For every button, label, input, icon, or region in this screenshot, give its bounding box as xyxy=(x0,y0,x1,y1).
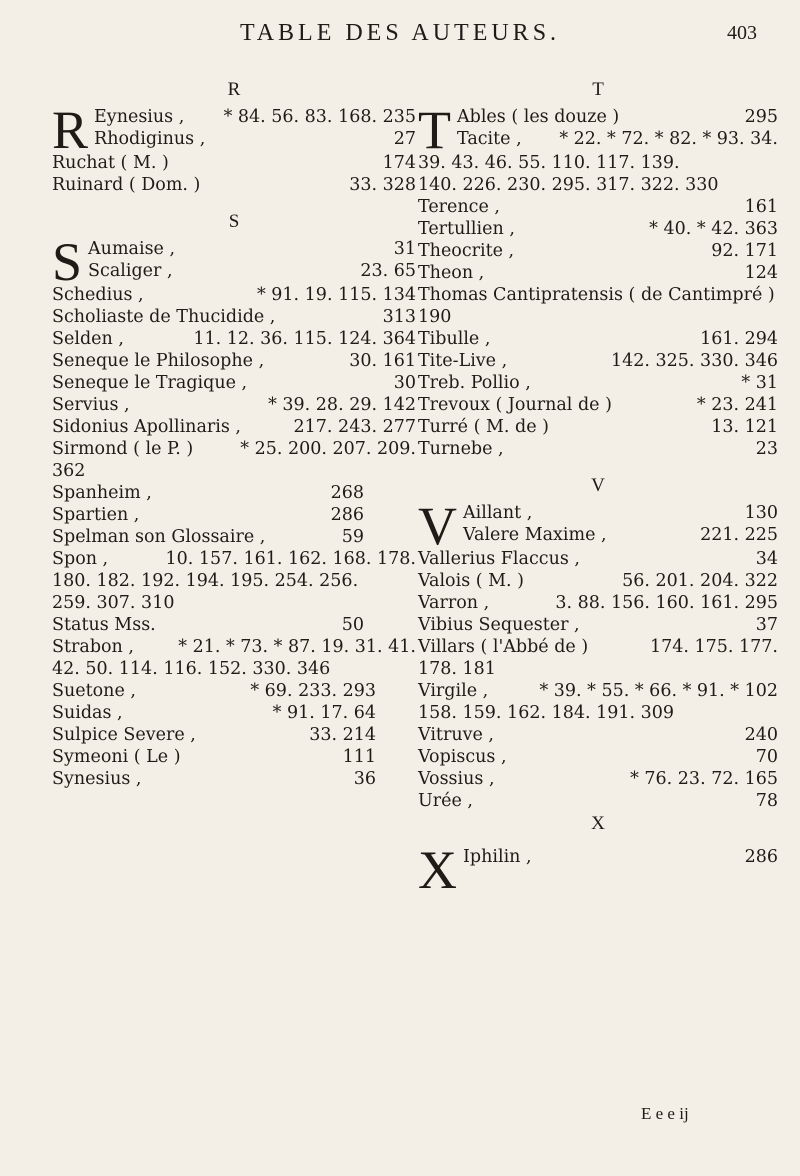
index-entry-continuation: 178. 181 xyxy=(418,659,496,679)
dropcap-v: V xyxy=(418,496,457,556)
index-entry: Symeoni ( Le ) 111 xyxy=(52,747,376,767)
index-entry: Eynesius , * 84. 56. 83. 168. 235 xyxy=(94,107,416,127)
index-entry-continuation: 140. 226. 230. 295. 317. 322. 330 xyxy=(418,175,719,195)
index-entry: Sidonius Apollinaris , 217. 243. 277 xyxy=(52,417,416,437)
index-entry: Suetone , * 69. 233. 293 xyxy=(52,681,376,701)
index-entry: Spartien , 286 xyxy=(52,505,364,525)
index-entry: Iphilin , 286 xyxy=(463,847,778,867)
right-column xyxy=(418,78,778,900)
index-entry: Tertullien , * 40. * 42. 363 xyxy=(418,219,778,239)
index-entry-continuation: 39. 43. 46. 55. 110. 117. 139. xyxy=(418,153,680,173)
index-entry: Turnebe , 23 xyxy=(418,439,778,459)
index-entry: Terence , 161 xyxy=(418,197,778,217)
index-entry: Vallerius Flaccus , 34 xyxy=(418,549,778,569)
section-r xyxy=(52,100,416,196)
index-entry: Theon , 124 xyxy=(418,263,778,283)
section-t xyxy=(418,100,778,460)
index-entry: Valere Maxime , 221. 225 xyxy=(463,525,778,545)
section-letter-s: S xyxy=(228,211,240,232)
index-entry-continuation: 158. 159. 162. 184. 191. 309 xyxy=(418,703,675,723)
index-entry: Vopiscus , 70 xyxy=(418,747,778,767)
index-entry-continuation: 259. 307. 310 xyxy=(52,593,175,613)
index-entry: Rhodiginus , 27 xyxy=(94,129,416,149)
index-entry-continuation: 362 xyxy=(52,461,86,481)
dropcap-t: T xyxy=(418,100,451,160)
index-entry: Turré ( M. de ) 13. 121 xyxy=(418,417,778,437)
index-entry: Synesius , 36 xyxy=(52,769,376,789)
section-letter-t: T xyxy=(592,79,604,100)
index-entry-continuation: 180. 182. 192. 194. 195. 254. 256. xyxy=(52,571,359,591)
index-entry: Seneque le Tragique , 30 xyxy=(52,373,416,393)
index-entry: Vibius Sequester , 37 xyxy=(418,615,778,635)
left-column xyxy=(52,78,416,790)
dropcap-x: X xyxy=(418,840,457,900)
index-entry: Urée , 78 xyxy=(418,791,778,811)
index-entry: Tacite , * 22. * 72. * 82. * 93. 34. xyxy=(457,129,778,149)
index-entry: Spelman son Glossaire , 59 xyxy=(52,527,364,547)
index-entry-continuation: 42. 50. 114. 116. 152. 330. 346 xyxy=(52,659,331,679)
index-entry: Villars ( l'Abbé de ) 174. 175. 177. xyxy=(418,637,778,657)
dropcap-r: R xyxy=(52,100,89,160)
index-entry: Ruchat ( M. ) 174 xyxy=(52,153,416,173)
index-entry: Spon , 10. 157. 161. 162. 168. 178. xyxy=(52,549,416,569)
index-entry: Spanheim , 268 xyxy=(52,483,364,503)
index-entry: Varron , 3. 88. 156. 160. 161. 295 xyxy=(418,593,778,613)
section-letter-r: R xyxy=(227,79,241,100)
index-entry: Status Mss. 50 xyxy=(52,615,364,635)
index-entry-continuation: 190 xyxy=(418,307,452,327)
running-title: TABLE DES AUTEURS. xyxy=(239,20,561,46)
index-entry: Vossius , * 76. 23. 72. 165 xyxy=(418,769,778,789)
index-entry: Sulpice Severe , 33. 214 xyxy=(52,725,376,745)
section-letter-v: V xyxy=(591,475,605,496)
page-number: 403 xyxy=(727,22,757,44)
index-entry: Treb. Pollio , * 31 xyxy=(418,373,778,393)
index-entry: Ables ( les douze ) 295 xyxy=(457,107,778,127)
index-entry: Scholiaste de Thucidide , 313 xyxy=(52,307,416,327)
index-entry: Schedius , * 91. 19. 115. 134 xyxy=(52,285,416,305)
catchword: E e e ij xyxy=(641,1104,689,1123)
section-v xyxy=(418,496,778,812)
section-letter-x: X xyxy=(591,813,605,834)
index-entry: Thomas Cantipratensis ( de Cantimpré ) xyxy=(418,285,775,305)
index-entry: Theocrite , 92. 171 xyxy=(418,241,778,261)
index-entry: Servius , * 39. 28. 29. 142 xyxy=(52,395,416,415)
index-entry: Selden , 11. 12. 36. 115. 124. 364 xyxy=(52,329,416,349)
index-entry: Trevoux ( Journal de ) * 23. 241 xyxy=(418,395,778,415)
index-entry: Suidas , * 91. 17. 64 xyxy=(52,703,376,723)
index-entry: Aumaise , 31 xyxy=(88,239,416,259)
index-entry: Sirmond ( le P. ) * 25. 200. 207. 209. xyxy=(52,439,416,459)
section-x xyxy=(418,840,778,900)
dropcap-s: S xyxy=(52,232,83,292)
index-entry: Ruinard ( Dom. ) 33. 328 xyxy=(52,175,416,195)
index-entry: Vitruve , 240 xyxy=(418,725,778,745)
index-entry: Strabon , * 21. * 73. * 87. 19. 31. 41. xyxy=(52,637,416,657)
section-s xyxy=(52,232,416,790)
index-entry: Tibulle , 161. 294 xyxy=(418,329,778,349)
index-entry: Virgile , * 39. * 55. * 66. * 91. * 102 xyxy=(418,681,778,701)
index-entry: Aillant , 130 xyxy=(463,503,778,523)
index-entry: Tite-Live , 142. 325. 330. 346 xyxy=(418,351,778,371)
index-entry: Valois ( M. ) 56. 201. 204. 322 xyxy=(418,571,778,591)
index-entry: Seneque le Philosophe , 30. 161 xyxy=(52,351,416,371)
index-entry: Scaliger , 23. 65 xyxy=(88,261,416,281)
